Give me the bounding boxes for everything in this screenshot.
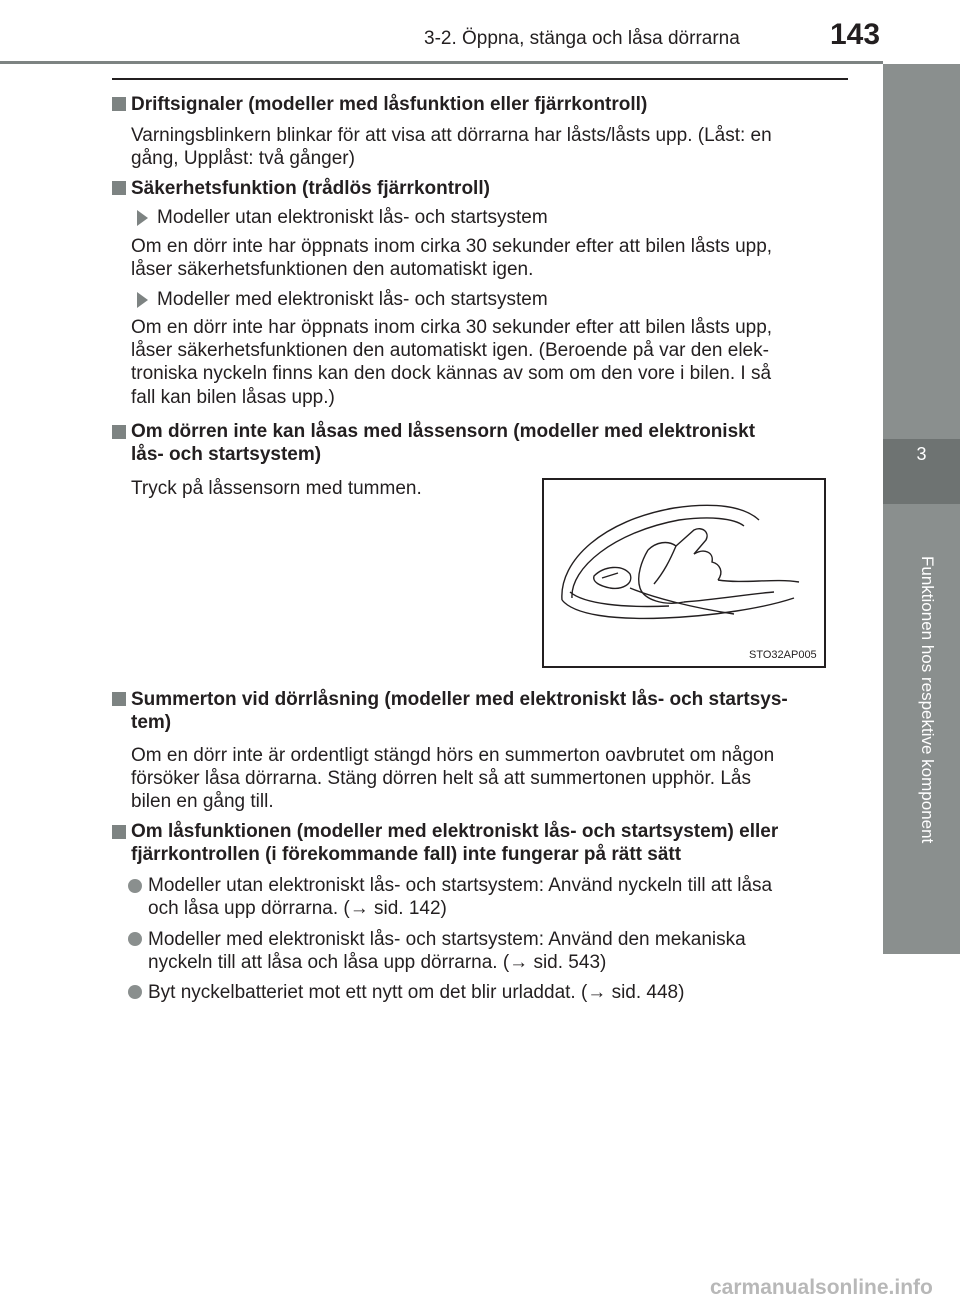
triangle-bullet-icon bbox=[137, 292, 148, 308]
paragraph-line: Varningsblinkern blinkar för att visa att dörrarna har låsts/låsts upp. (Låst: en bbox=[131, 125, 772, 146]
paragraph-line: Om en dörr inte har öppnats inom cirka 30 sekunder efter att bilen låsts upp, bbox=[131, 317, 773, 338]
paragraph-line: Om en dörr inte har öppnats inom cirka 30 sekunder efter att bilen låsts upp, bbox=[131, 236, 773, 257]
bullet-line: Modeller utan elektroniskt lås- och startsystem: Använd nyckeln till att låsa bbox=[148, 875, 773, 896]
paragraph-line: gång, Upplåst: två gånger) bbox=[131, 148, 355, 169]
section-heading: lås- och startsystem) bbox=[131, 444, 322, 465]
subheading: Modeller med elektroniskt lås- och startsystem bbox=[157, 289, 548, 310]
section-square-icon bbox=[112, 181, 126, 195]
page-number: 143 bbox=[830, 18, 881, 51]
section-heading: Säkerhetsfunktion (trådlös fjärrkontroll) bbox=[131, 178, 490, 199]
content-top-rule bbox=[112, 78, 848, 80]
lock-sensor-illustration bbox=[542, 478, 826, 668]
bullet-line: Modeller med elektroniskt lås- och startsystem: Använd den mekaniska bbox=[148, 929, 746, 950]
chapter-side-tab bbox=[883, 60, 960, 1305]
watermark: carmanualsonline.info bbox=[710, 1276, 933, 1299]
triangle-bullet-icon bbox=[137, 210, 148, 226]
bullet-line: och låsa upp dörrarna. (→ sid. 142) bbox=[148, 898, 447, 919]
section-square-icon bbox=[112, 97, 126, 111]
header-title: 3-2. Öppna, stänga och låsa dörrarna bbox=[424, 28, 740, 49]
section-heading: Om dörren inte kan låsas med låssensorn (modeller med elektroniskt bbox=[131, 421, 756, 442]
subheading: Modeller utan elektroniskt lås- och startsystem bbox=[157, 207, 548, 228]
bullet-line: Byt nyckelbatteriet mot ett nytt om det blir urladdat. (→ sid. 448) bbox=[148, 982, 685, 1003]
round-bullet-icon bbox=[128, 879, 142, 893]
paragraph-line: Tryck på låssensorn med tummen. bbox=[131, 478, 422, 499]
paragraph-line: försöker låsa dörrarna. Stäng dörren helt så att summertonen upphör. Lås bbox=[131, 768, 751, 789]
section-heading: tem) bbox=[131, 712, 172, 733]
section-heading: Driftsignaler (modeller med låsfunktion eller fjärrkontroll) bbox=[131, 94, 648, 115]
paragraph-line: Om en dörr inte är ordentligt stängd hörs en summerton oavbrutet om någon bbox=[131, 745, 775, 766]
section-square-icon bbox=[112, 425, 126, 439]
paragraph-line: fall kan bilen låsas upp.) bbox=[131, 387, 335, 408]
paragraph-line: bilen en gång till. bbox=[131, 791, 274, 812]
round-bullet-icon bbox=[128, 932, 142, 946]
section-heading: Om låsfunktionen (modeller med elektroniskt lås- och startsystem) eller bbox=[131, 821, 779, 842]
figure-code: STO32AP005 bbox=[749, 649, 817, 661]
bullet-line: nyckeln till att låsa och låsa upp dörrarna. (→ sid. 543) bbox=[148, 952, 607, 973]
paragraph-line: troniska nyckeln finns kan den dock kännas av som om den vore i bilen. I så bbox=[131, 363, 772, 384]
hand-on-door-handle-drawing bbox=[544, 480, 824, 666]
round-bullet-icon bbox=[128, 985, 142, 999]
section-square-icon bbox=[112, 692, 126, 706]
chapter-number: 3 bbox=[916, 444, 927, 464]
side-tab-band-top bbox=[883, 64, 960, 439]
paragraph-line: låser säkerhetsfunktionen den automatiskt igen. bbox=[131, 259, 534, 280]
page-header bbox=[0, 0, 960, 62]
header-rule bbox=[0, 61, 960, 64]
section-heading: Summerton vid dörrlåsning (modeller med elektroniskt lås- och startsys- bbox=[131, 689, 788, 710]
section-square-icon bbox=[112, 825, 126, 839]
paragraph-line: låser säkerhetsfunktionen den automatiskt igen. (Beroende på var den elek- bbox=[131, 340, 769, 361]
section-heading: fjärrkontrollen (i förekommande fall) inte fungerar på rätt sätt bbox=[131, 844, 682, 865]
chapter-label: Funktionen hos respektive komponent bbox=[918, 556, 937, 844]
